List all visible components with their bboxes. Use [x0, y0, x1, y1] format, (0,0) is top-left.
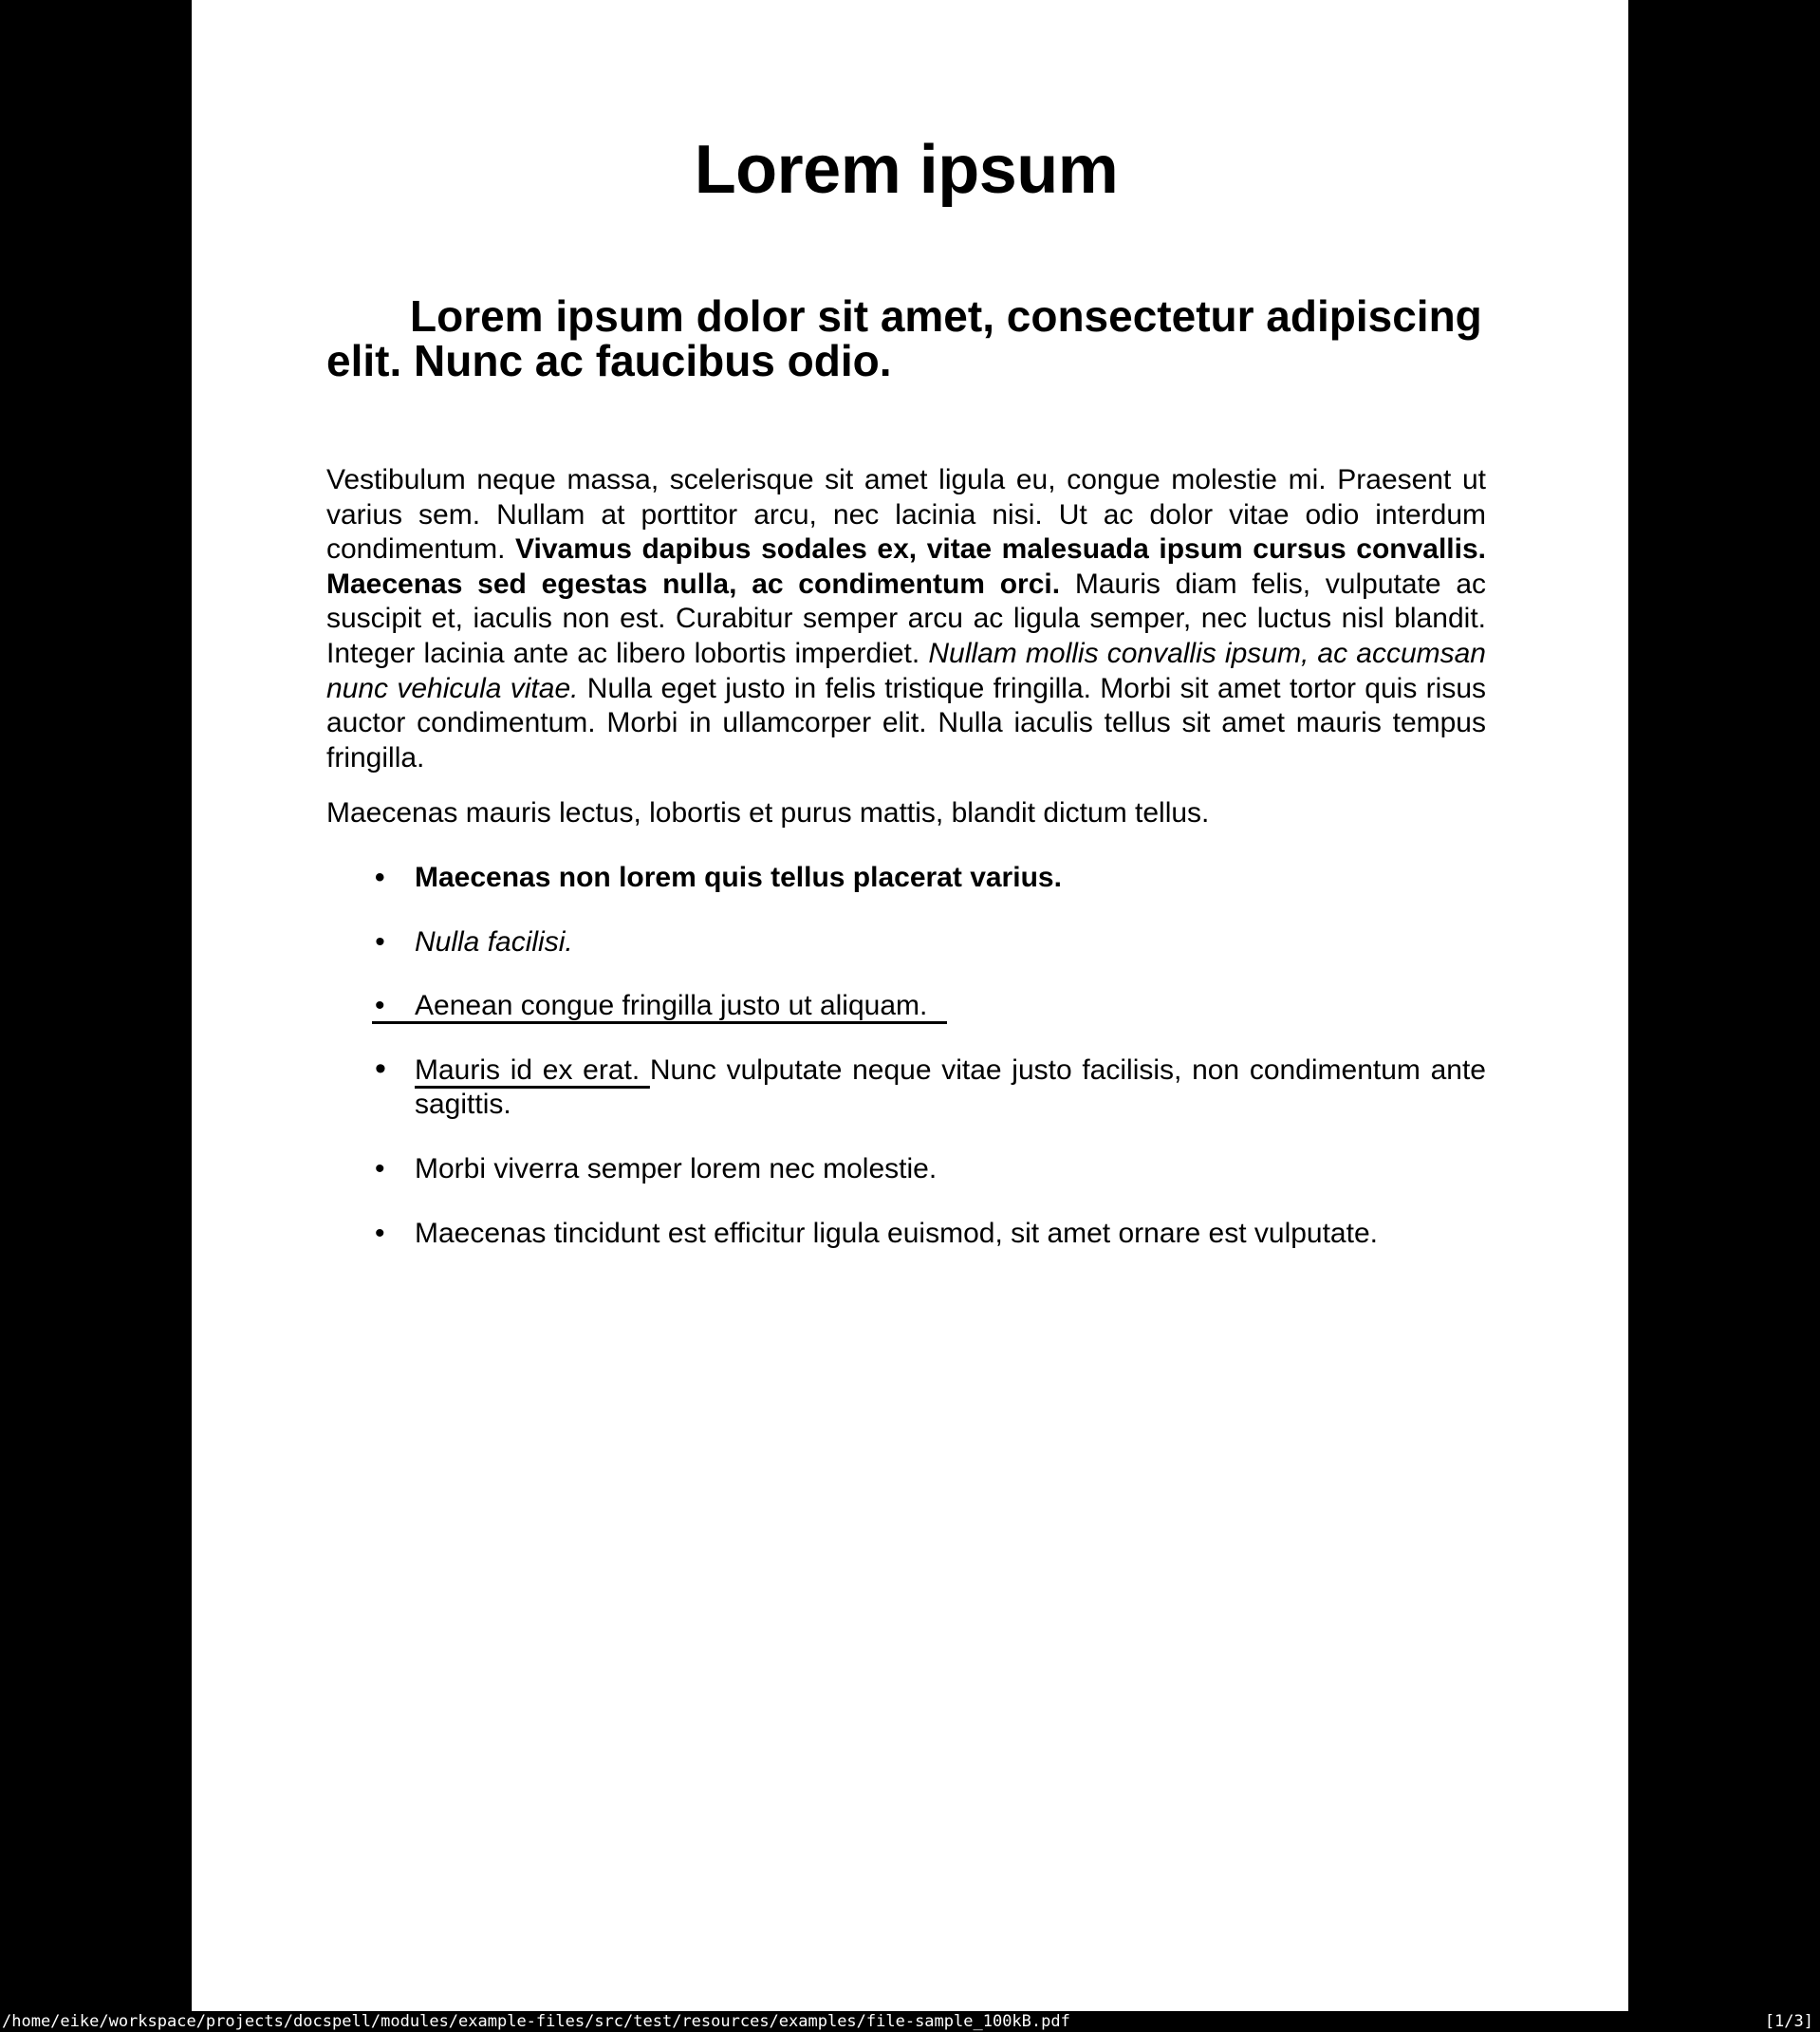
bullet-icon: • — [375, 990, 385, 1022]
list-item — [326, 989, 1486, 1024]
paragraph-intro-list: Maecenas mauris lectus, lobortis et purus mattis, blandit dictum tellus. — [326, 797, 1210, 830]
list-item-text: Maecenas non lorem quis tellus placerat varius. — [415, 861, 1062, 893]
paragraph-segment-italic: Nullam mollis convallis ipsum, ac accumsan nunc vehicula vitae. — [326, 637, 1486, 704]
list-item-text: Nulla facilisi. — [415, 925, 573, 958]
statusbar-page-indicator: [1/3] — [1764, 2012, 1813, 2031]
list-item — [326, 1217, 1486, 1252]
bullet-icon: • — [375, 1152, 385, 1184]
paragraph-segment-normal: Nulla eget justo in felis tristique fringilla. Morbi sit amet tortor quis risus auctor condimentum. Morbi in ullamcorper elit. Nulla iaculis tellus sit amet mauris tempus fringilla. — [326, 672, 1487, 774]
document-title: Lorem ipsum — [694, 132, 1119, 208]
pdf-page — [192, 0, 1628, 2011]
list-item-lead-underlined: Mauris id ex erat. — [415, 1053, 650, 1086]
list-item — [326, 1050, 1486, 1123]
paragraph-segment-normal: Mauris diam felis, vulputate ac suscipit et, iaculis non est. Curabitur semper arcu ac ligula semper, nec luctus nisl blandit. Integer lacinia ante ac libero lobortis imperdiet. — [326, 568, 1487, 669]
list-item-text: Maecenas tincidunt est efficitur ligula euismod, sit amet ornare est vulputate. — [415, 1217, 1378, 1249]
bullet-icon: • — [375, 1050, 386, 1087]
list-item — [326, 1152, 1486, 1187]
statusbar-file-path: /home/eike/workspace/projects/docspell/modules/example-files/src/test/resources/examples/file-sample_100kB.pdf — [2, 2012, 1070, 2031]
bullet-icon: • — [375, 925, 385, 958]
list-item-text: Aenean congue fringilla justo ut aliquam. — [415, 990, 928, 1022]
statusbar — [0, 2011, 1820, 2032]
page-content — [192, 132, 1628, 1251]
paragraph-segment-bold: Vivamus dapibus sodales ex, vitae malesuada ipsum cursus convallis. Maecenas sed egestas nulla, ac condimentum orci. — [326, 533, 1486, 600]
bullet-icon: • — [375, 1217, 385, 1249]
list-item-text: Morbi viverra semper lorem nec molestie. — [415, 1152, 938, 1184]
bullet-list — [326, 861, 1486, 1251]
bullet-icon: • — [375, 861, 385, 893]
list-item — [326, 925, 1486, 960]
paragraph-segment-normal: Vestibulum neque massa, scelerisque sit amet ligula eu, congue molestie mi. Praesent ut varius sem. Nullam at porttitor arcu, nec lacinia nisi. Ut ac dolor vitae odio interdum condimentum. — [326, 464, 1486, 566]
list-item — [326, 861, 1486, 896]
paragraph-main — [326, 463, 1486, 775]
document-subheading: Lorem ipsum dolor sit amet, consectetur adipiscing elit. Nunc ac faucibus odio. — [326, 291, 1482, 385]
list-item-text: Nunc vulputate neque vitae justo facilisis, non condimentum ante sagittis. — [415, 1053, 1486, 1121]
